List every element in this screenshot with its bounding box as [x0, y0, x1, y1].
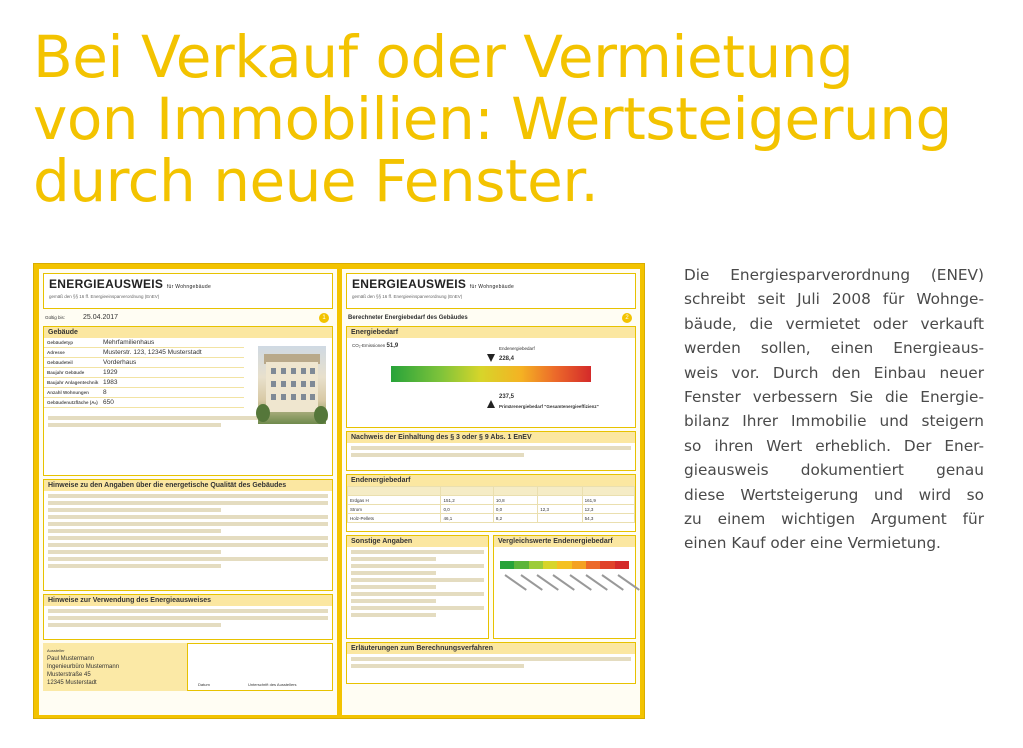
building-section-header: Gebäude [44, 327, 332, 338]
other-info-header: Sonstige Angaben [347, 536, 488, 547]
table-row: Erdgas H 151,2 10,8 161,9 [348, 496, 635, 505]
end-energy-label: Endenergiebedarf [499, 346, 535, 351]
usage-section [43, 594, 333, 640]
body-line: so ihren Wert erheblich. Der Ener- [684, 436, 984, 455]
headline [33, 23, 1003, 215]
body-line: werden sollen, einen Energieaus- [684, 339, 984, 358]
comparison-header: Vergleichswerte Endenergiebedarf [494, 536, 635, 547]
headline-line-3: durch neue Fenster. [33, 147, 599, 215]
headline-line-1: Bei Verkauf oder Vermietung [33, 23, 854, 91]
body-line: bilanz Ihrer Immobilie und steigern [684, 412, 984, 431]
final-energy-table [347, 486, 635, 523]
body-line: weis vor. Durch den Einbau neuer [684, 363, 984, 382]
body-line: Die Energiesparverordnung (ENEV) [684, 266, 984, 284]
issuer-line: Ingenieurbüro Mustermann [47, 664, 120, 670]
certificate-subtitle: gemäß den §§ 16 ff. Energieeinsparverordnung (EnEV) [49, 294, 160, 299]
building-row: Gebäudenutzfläche (Aₙ) 650 [44, 398, 244, 408]
building-row: Gebäudeteil Vorderhaus [44, 358, 244, 368]
building-row: Anzahl Wohnungen 8 [44, 388, 244, 398]
date-label: Datum [198, 682, 210, 687]
building-section [43, 326, 333, 476]
primary-energy-arrow-icon [487, 400, 495, 408]
body-line: schreibt seit Juli 2008 für Wohnge- [684, 290, 984, 309]
energy-demand-header: Energiebedarf [347, 327, 635, 338]
end-energy-value: 228,4 [499, 356, 515, 362]
certificate-title-suffix: für Wohngebäude [166, 284, 212, 290]
building-row: Baujahr Anlagentechnik 1983 [44, 378, 244, 388]
comparison-section [493, 535, 636, 639]
building-rows [44, 338, 244, 408]
issuer-block [43, 643, 333, 691]
certificate-title: ENERGIEAUSWEIS [352, 277, 467, 291]
building-row: Adresse Musterstr. 123, 12345 Musterstadt [44, 348, 244, 358]
proof-section [346, 431, 636, 471]
valid-until-value: 25.04.2017 [83, 314, 119, 321]
proof-section-header: Nachweis der Einhaltung des § 3 oder § 9 Abs. 1 EnEV [347, 432, 635, 443]
page-2-heading-row [346, 313, 636, 323]
issuer-line: Musterstraße 45 [47, 672, 91, 678]
certificate-title: ENERGIEAUSWEIS [49, 277, 164, 291]
certificate-subtitle: gemäß den §§ 16 ff. Energieeinsparverordnung (EnEV) [352, 294, 463, 299]
issuer-line: Paul Mustermann [47, 656, 95, 662]
method-section [346, 642, 636, 684]
end-energy-arrow-icon [487, 354, 495, 362]
building-row: Baujahr Gebäude 1929 [44, 368, 244, 378]
primary-energy-label: Primärenergiebedarf "Gesamtenergieeffizienz" [499, 404, 599, 409]
energy-demand-section [346, 326, 636, 428]
method-section-header: Erläuterungen zum Berechnungsverfahren [347, 643, 635, 654]
certificate-header [43, 273, 333, 309]
energy-efficiency-scale [391, 366, 591, 382]
page-number-badge: 2 [622, 313, 632, 323]
co2-label: CO₂-Emissionen [352, 343, 386, 348]
final-energy-section [346, 474, 636, 532]
page-2-heading: Berechneter Energiebedarf des Gebäudes [348, 315, 468, 321]
final-energy-header: Endenergiebedarf [347, 475, 635, 486]
certificate-page-2 [342, 269, 640, 715]
body-text [684, 263, 984, 556]
page-number-badge: 1 [319, 313, 329, 323]
headline-line-2: von Immobilien: Wertsteigerung [33, 85, 952, 153]
usage-section-header: Hinweise zur Verwendung des Energieausweises [44, 595, 332, 606]
signature-label: Unterschrift des Ausstellers [248, 682, 297, 687]
primary-energy-value: 237,5 [499, 394, 515, 400]
valid-until-row [43, 313, 333, 323]
body-line: zu einem wichtigen Argument für [684, 510, 984, 529]
body-line: gieausweis dokumentiert genau [684, 461, 984, 480]
issuer-label: Aussteller [47, 648, 65, 653]
certificate-header [346, 273, 636, 309]
other-info-section [346, 535, 489, 639]
certificate-title-suffix: für Wohngebäude [469, 284, 515, 290]
hints-section [43, 479, 333, 591]
table-row: Strom 0,0 0,0 12,3 12,3 [348, 505, 635, 514]
body-line: diese Wertsteigerung und wird so [684, 485, 984, 504]
body-line: bäude, die vermietet oder verkauft [684, 314, 984, 333]
hints-section-header: Hinweise zu den Angaben über die energetische Qualität des Gebäudes [44, 480, 332, 491]
table-row: Holz-Pellets 46,1 8,2 54,3 [348, 514, 635, 523]
comparison-scale [500, 551, 629, 569]
building-photo [258, 346, 326, 424]
building-row: Gebäudetyp Mehrfamilienhaus [44, 338, 244, 348]
valid-until-label: Gültig bis: [45, 315, 66, 320]
body-line: Fenster verbessern Sie die Energie- [684, 388, 984, 407]
energy-certificate-image [33, 263, 645, 719]
co2-value: 51,9 [386, 343, 399, 349]
issuer-line: 12345 Musterstadt [47, 680, 97, 686]
body-line: einen Kauf oder eine Vermietung. [684, 534, 941, 553]
certificate-page-1 [39, 269, 337, 715]
